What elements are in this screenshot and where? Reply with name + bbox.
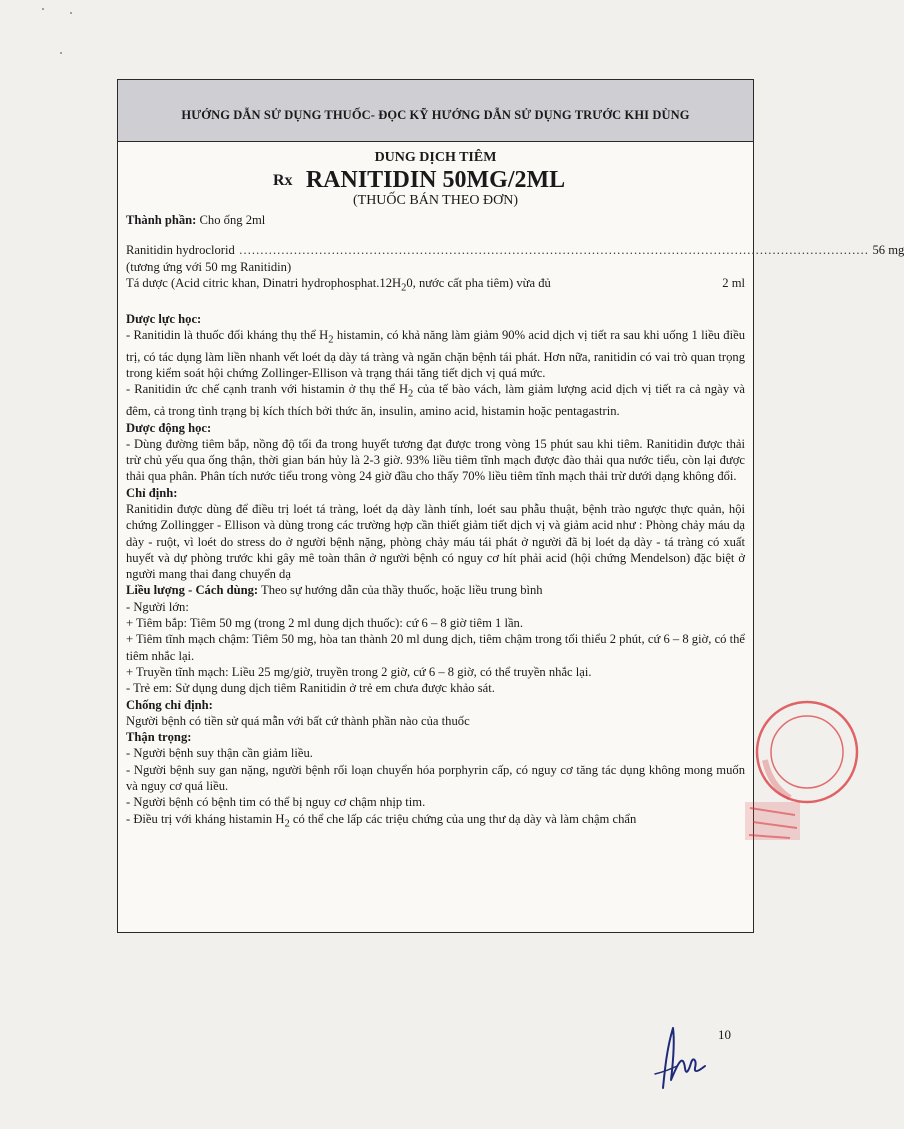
- title-block: [118, 150, 753, 209]
- section-heading-contraindications: Chống chỉ định:: [126, 697, 213, 712]
- page-number: 10: [718, 1027, 731, 1042]
- section-heading-pharmacodynamics: Dược lực học:: [126, 311, 202, 326]
- header-banner: [118, 80, 753, 142]
- section-heading-dosage: Liều lượng - Cách dùng:: [126, 583, 259, 598]
- active-equivalence: (tương ứng với 50 mg Ranitidin): [126, 259, 292, 274]
- dosage-im: + Tiêm bắp: Tiêm 50 mg (trong 2 ml dung dịch thuốc): cứ 6 – 8 giờ tiêm 1 lần.: [126, 616, 523, 631]
- contraindications-p1: Người bệnh có tiền sử quá mẫn với bất cứ thành phần nào của thuốc: [126, 713, 470, 728]
- precautions-item-3: - Người bệnh có bệnh tim có thể bị nguy cơ chậm nhịp tim.: [126, 795, 426, 810]
- pharmacokinetics-p1: - Dùng đường tiêm bắp, nồng độ tối đa trong huyết tương đạt được trong vòng 15 phút sau khi tiêm. Ranitidin được thải trừ chủ yếu qua ống thận, thời gian bán hủy là 2-3 giờ. 93% liều tiêm tĩnh mạch được đào thải qua nước tiểu, còn lại được thải qua phân. Phân tích nước tiểu trong vòng 24 giờ đầu cho thấy 70% liều tiêm tĩnh mạch thải trừ dưới dạng không đổi.: [126, 436, 745, 484]
- active-ingredient-line: [126, 242, 904, 258]
- section-heading-pharmacokinetics: Dược động học:: [126, 420, 212, 435]
- product-name: RANITIDIN 50MG/2ML: [305, 167, 566, 193]
- active-ingredient-qty: 56 mg: [872, 243, 904, 258]
- excipient-line: [126, 275, 745, 297]
- dot-leader: ……………………………………………………………………………………………………………………………………: [238, 243, 869, 258]
- excipient-qty: 2 ml: [722, 275, 745, 290]
- pharmacodynamics-p1: - Ranitidin là thuốc đối kháng thụ thể $H_2$ histamin, có khả năng làm giảm 90% acid dịch vị tiết ra sau khi uống 1 liều điều trị, có tác dụng làm liền nhanh vết loét dạ dày tá tràng và ngăn chặn bệnh tái phát. Hơn nữa, ranitidin có vai trò quan trọng trong kiểm soát hội chứng Zollinger-Ellison và trạng thái tăng tiết dịch vị quá mức.: [126, 328, 745, 381]
- leaflet-content: [118, 209, 904, 832]
- active-ingredient-name: Ranitidin hydroclorid: [126, 243, 235, 258]
- pharmacodynamics-p2: - Ranitidin ức chế cạnh tranh với histamin ở thụ thể $H_2$ của tế bào vách, làm giảm lượng acid dịch vị tiết ra cả ngày và đêm, cả trong tình trạng bị kích thích bởi thức ăn, insulin, amino acid, histamin hoặc pentagastrin.: [126, 382, 745, 419]
- indications-p1: Ranitidin được dùng để điều trị loét tá tràng, loét dạ dày lành tính, loét sau phẫu thuật, bệnh trào ngược thực quản, hội chứng Zollingger - Ellison và dùng trong các trường hợp cần thiết giảm tiết dịch vị và giảm acid như : Phòng chảy máu dạ dày - ruột, vì loét do stress do ở người bệnh nặng, phòng chảy máu tái phát ở người đã bị loét dạ dày - tá tràng có xuất huyết và dự phòng trước khi gây mê toàn thân ở người bệnh có nguy cơ hít phải acid (hội chứng Mendelson) đặc biệt ở người mang thai đang chuyển dạ: [126, 502, 745, 582]
- document-frame: [117, 79, 904, 933]
- composition-heading: Thành phần:: [126, 213, 197, 227]
- composition-intro: Thành phần: Cho ống 2ml: [126, 213, 266, 227]
- excipient-text: Tá dược (Acid citric khan, Dinatri $hydrophosphat.12H_20$, nước cất pha tiêm) vừa đủ: [126, 275, 551, 294]
- company-stamp-icon: [745, 690, 800, 840]
- dosage-intro: Liều lượng - Cách dùng: Theo sự hướng dẫn của thầy thuốc, hoặc liều trung bình: [126, 583, 543, 598]
- dosage-adult: - Người lớn:: [126, 599, 189, 614]
- prescription-note: (THUỐC BÁN THEO ĐƠN): [352, 193, 518, 208]
- dosage-form: DUNG DỊCH TIÊM: [374, 150, 497, 165]
- precautions-item-4: - Điều trị với kháng histamin $H_2$ có thể che lấp các triệu chứng của ung thư dạ dày và làm chậm chẩn: [126, 811, 637, 830]
- dosage-iv: + Tiêm tĩnh mạch chậm: Tiêm 50 mg, hòa tan thành 20 ml dung dịch, tiêm chậm trong tối thiểu 2 phút, cứ 6 – 8 giờ, có thể tiêm nhắc lại.: [126, 632, 745, 663]
- rx-symbol: Rx: [273, 172, 293, 189]
- precautions-item-1: - Người bệnh suy thận cần giảm liều.: [126, 746, 313, 761]
- precautions-item-2: - Người bệnh suy gan nặng, người bệnh rối loạn chuyển hóa porphyrin cấp, có nguy cơ tăng tác dụng không mong muốn và nguy cơ quá liều.: [126, 762, 745, 794]
- dosage-infusion: + Truyền tĩnh mạch: Liều 25 mg/giờ, truyền trong 2 giờ, cứ 6 – 8 giờ, có thể truyền nhắc lại.: [126, 664, 592, 679]
- section-heading-precautions: Thận trọng:: [126, 730, 192, 745]
- signature-icon: [633, 1008, 718, 1093]
- section-heading-indications: Chỉ định:: [126, 485, 178, 500]
- header-banner-text: HƯỚNG DẪN SỬ DỤNG THUỐC- ĐỌC KỸ HƯỚNG DẪN SỬ DỤNG TRƯỚC KHI DÙNG: [181, 108, 690, 122]
- dosage-children: - Trẻ em: Sử dụng dung dịch tiêm Ranitidin ở trẻ em chưa được khảo sát.: [126, 681, 495, 696]
